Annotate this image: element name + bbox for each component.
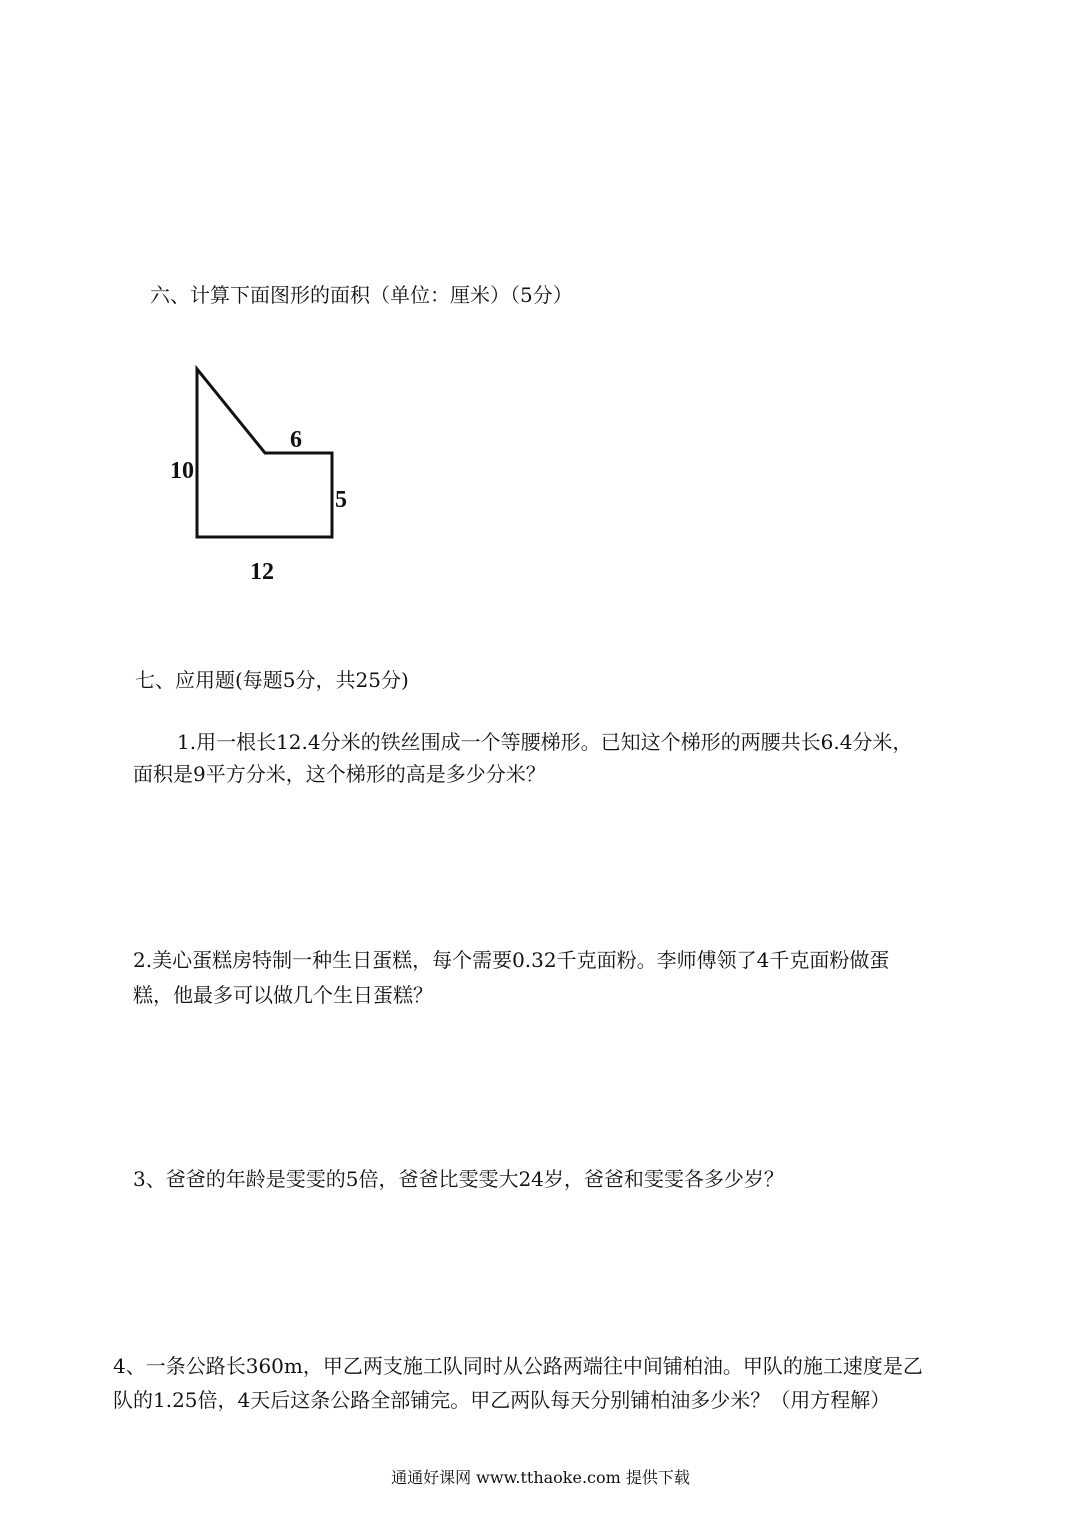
area-figure — [160, 360, 380, 600]
label-right-5: 5 — [335, 487, 347, 513]
question-1-line-2: 面积是9平方分米，这个梯形的高是多少分米？ — [133, 762, 546, 786]
question-4-line-2: 队的1.25倍，4天后这条公路全部铺完。甲乙两队每天分别铺柏油多少米？（用方程解） — [113, 1388, 891, 1412]
composite-shape-outline — [197, 369, 332, 537]
question-2-line-2: 糕，他最多可以做几个生日蛋糕？ — [133, 983, 433, 1007]
label-top-6: 6 — [290, 427, 302, 453]
footer-source: 通通好课网 www.tthaoke.com 提供下载 — [391, 1468, 690, 1487]
question-2-line-1: 2.美心蛋糕房特制一种生日蛋糕，每个需要0.32千克面粉。李师傅领了4千克面粉做蛋 — [133, 948, 890, 972]
label-bottom-12: 12 — [250, 559, 274, 585]
section-7-title: 七、应用题(每题5分，共25分) — [135, 668, 409, 692]
question-1-line-1: 1.用一根长12.4分米的铁丝围成一个等腰梯形。已知这个梯形的两腰共长6.4分米， — [177, 730, 913, 754]
question-3-line-1: 3、爸爸的年龄是雯雯的5倍，爸爸比雯雯大24岁，爸爸和雯雯各多少岁？ — [133, 1167, 784, 1191]
question-4-line-1: 4、一条公路长360m，甲乙两支施工队同时从公路两端往中间铺柏油。甲队的施工速度是乙 — [113, 1354, 923, 1378]
section-6-title: 六、计算下面图形的面积（单位：厘米）（5分） — [150, 283, 573, 307]
composite-shape-diagram — [160, 360, 380, 600]
label-height-10: 10 — [170, 458, 194, 484]
